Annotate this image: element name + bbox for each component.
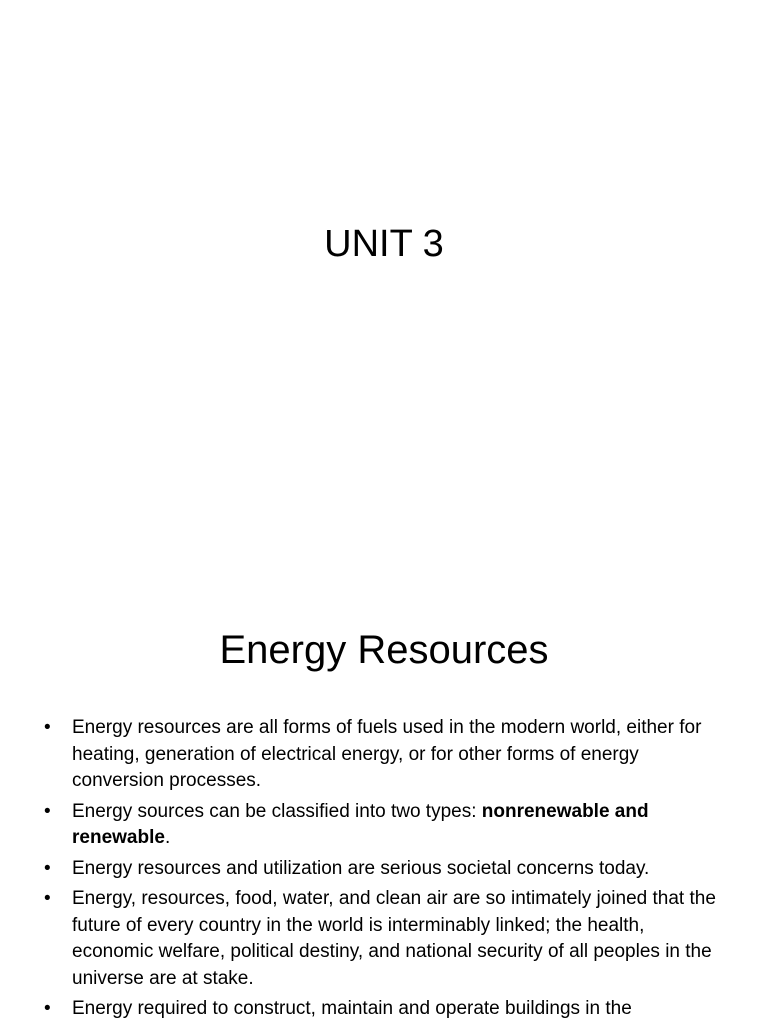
slide-energy-resources [0,576,768,1024]
bullet-suffix: . [164,827,171,848]
unit-title: UNIT 3 [324,223,444,265]
bullet-bold-text: nonrenewable and renewable [72,800,649,848]
bullet-item [0,856,768,883]
bullet-text: Energy sources can be classified into two types: [72,800,482,822]
bullet-icon: • [44,800,51,822]
bullet-item [0,799,768,852]
bullet-text: Energy, resources, food, water, and clean air are so intimately joined that the future of every country in the world is interminably linked; the health, economic welfare, political destiny, and national security of all peoples in the universe are at stake. [72,888,716,989]
bullet-item [0,996,768,1023]
slide-heading: Energy Resources [219,628,549,672]
bullet-icon: • [44,888,51,909]
bullet-icon: • [44,717,51,738]
bullet-list [0,715,768,1024]
bullet-text: Energy required to construct, maintain and operate buildings in the [72,998,632,1019]
bullet-icon: • [44,857,51,879]
bullet-icon: • [44,998,51,1019]
bullet-item [0,886,768,992]
bullet-text: Energy resources and utilization are serious societal concerns today. [72,857,650,879]
bullet-text: Energy resources are all forms of fuels used in the modern world, either for heating, generation of electrical energy, or for other forms of energy conversion processes. [72,717,702,791]
bullet-item [0,715,768,795]
